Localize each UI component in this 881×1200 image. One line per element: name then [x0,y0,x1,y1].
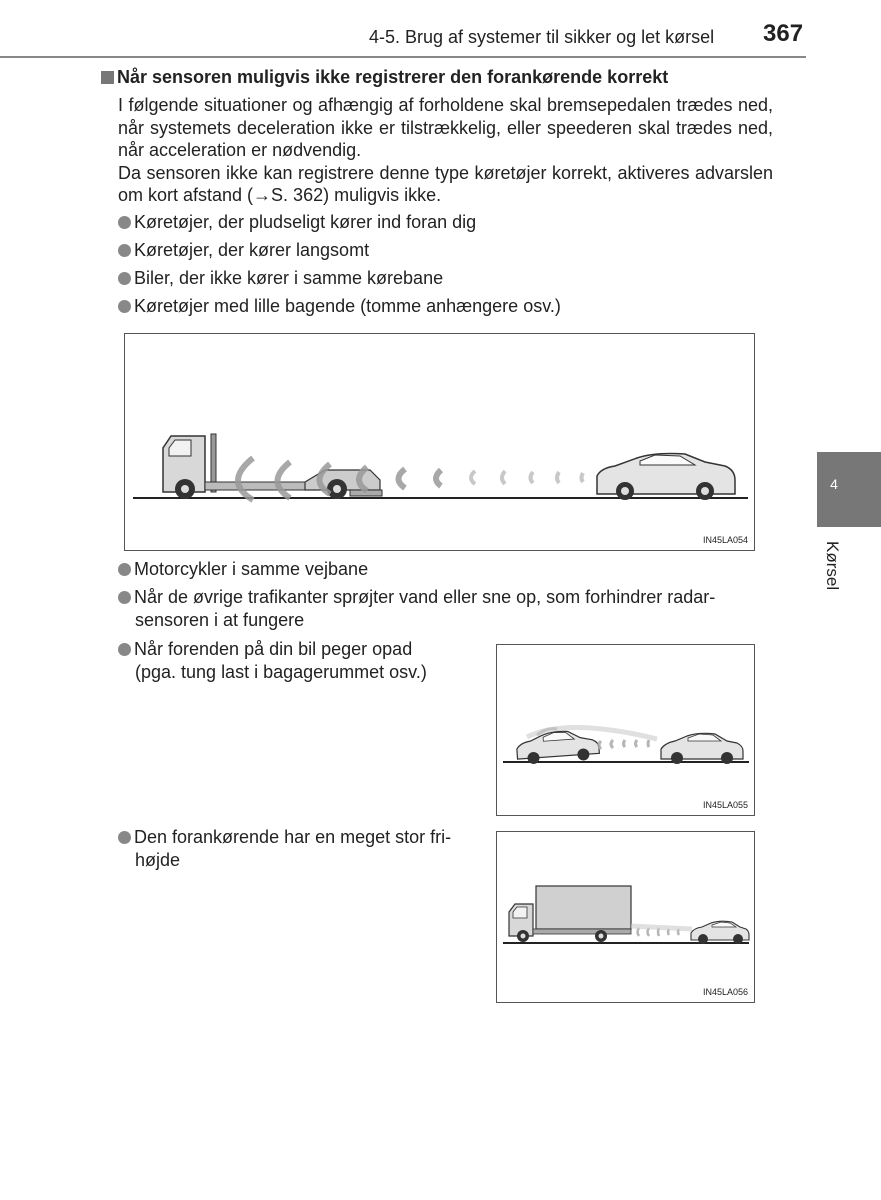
list-item [118,638,427,683]
intro-text [118,94,773,207]
trailer-scene-icon [125,334,756,552]
bullet-dot-icon [118,216,131,229]
page-number: 367 [763,20,804,47]
figure-code: IN45LA055 [702,800,748,810]
list-item [118,295,561,318]
list-item [118,239,369,262]
list-item [118,826,480,871]
list-item-text: Køretøjer, der kører langsomt [134,240,370,260]
list-item [118,267,443,290]
figure-trailer-illustration [124,333,755,551]
bullet-dot-icon [118,591,131,604]
list-item-text-continued: (pga. tung last i bagagerummet osv.) [135,661,427,682]
chapter-tab [817,452,881,527]
list-item [118,558,368,581]
list-item-text-continued: sensoren i at fungere [135,609,305,630]
header-rule [0,56,806,58]
bullet-dot-icon [118,831,131,844]
tilted-car-scene-icon [497,645,756,817]
list-item-text: Den forankørende har en meget stor fri- [134,827,452,847]
section-title: 4-5. Brug af systemer til sikker og let kørsel [369,27,715,47]
intro-paragraph: I følgende situationer og afhængig af forholdene skal bremsepedalen trædes ned, når systemets deceleration ikke er tilstrækkelig, eller speederen skal trædes ned, når acceleration er nødvendig. [118,95,773,160]
figure-code: IN45LA054 [702,535,748,545]
list-item-text: Motorcykler i samme vejbane [134,559,369,579]
chapter-label: Kørsel [823,541,842,591]
figure-code: IN45LA056 [702,987,748,997]
list-item [118,211,476,234]
list-item-text: Biler, der ikke kører i samme kørebane [134,268,444,288]
bullet-dot-icon [118,272,131,285]
list-item-text: Køretøjer med lille bagende (tomme anhængere osv.) [134,296,561,316]
box-truck-scene-icon [497,832,756,1004]
list-item-text: Når forenden på din bil peger opad [134,639,413,659]
chapter-number: 4 [830,476,838,492]
square-bullet-icon [101,71,114,84]
figure-tilted-car-illustration [496,644,755,816]
section-heading [101,67,668,88]
bullet-dot-icon [118,563,131,576]
figure-high-clearance-illustration [496,831,755,1003]
list-item-text: Når de øvrige trafikanter sprøjter vand eller sne op, som forhindrer radar- [134,587,716,607]
bullet-dot-icon [118,300,131,313]
intro-paragraph: Da sensoren ikke kan registrere denne type køretøjer korrekt, aktiveres advarslen om kort afstand (→S. 362) muligvis ikke. [118,162,773,205]
list-item-text-continued: højde [135,849,181,870]
list-item-text: Køretøjer, der pludseligt kører ind foran dig [134,212,477,232]
list-item [118,586,778,631]
section-heading-text: Når sensoren muligvis ikke registrerer den forankørende korrekt [117,67,669,87]
bullet-dot-icon [118,643,131,656]
bullet-dot-icon [118,244,131,257]
